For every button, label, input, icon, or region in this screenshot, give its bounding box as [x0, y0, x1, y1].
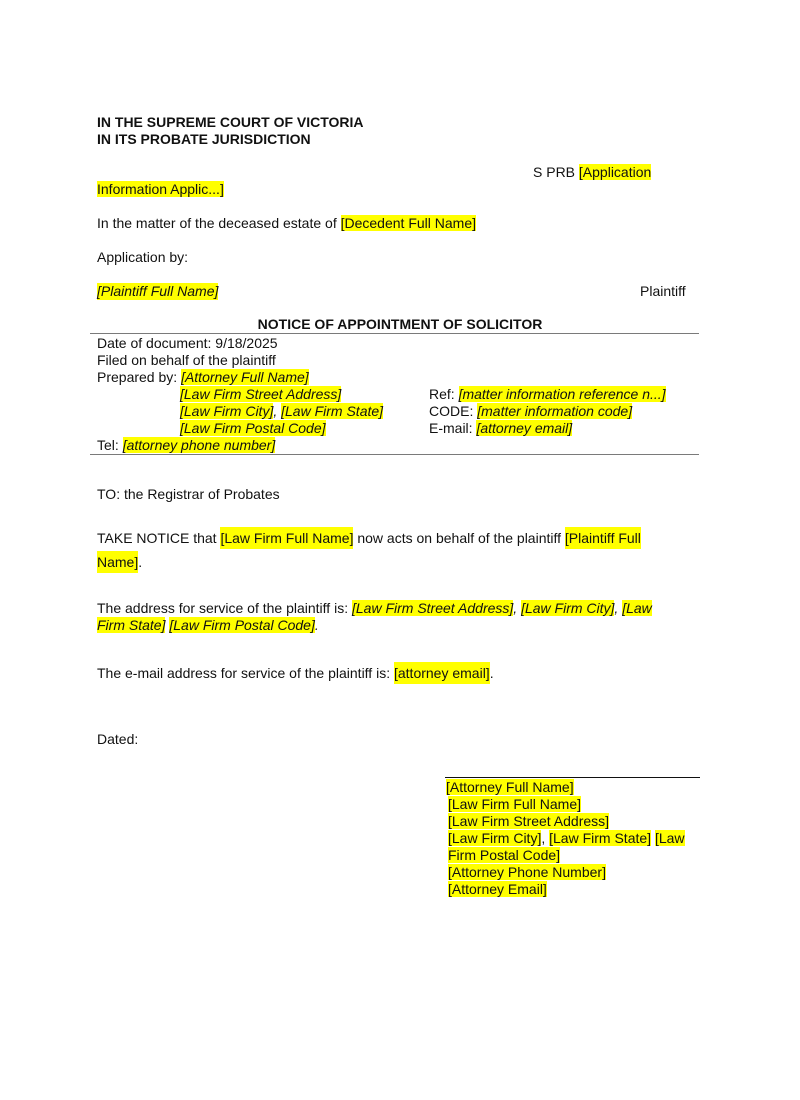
- signature-phone: [448, 864, 606, 881]
- firm-city-field: [Law Firm City]: [180, 403, 274, 419]
- address-sep-1: ,: [513, 600, 522, 616]
- firm-postal-line: [180, 420, 326, 437]
- tel-label: Tel:: [97, 437, 123, 453]
- case-number-field-cont: Information Applic...]: [97, 181, 224, 197]
- signature-firm-field: [Law Firm Full Name]: [448, 796, 582, 812]
- service-state-field-cont: Firm State]: [97, 617, 166, 633]
- case-number-line: [533, 164, 651, 181]
- document-date: Date of document: 9/18/2025: [97, 335, 278, 351]
- application-label: Application by:: [97, 249, 189, 265]
- plaintiff-name-field: [Plaintiff Full Name]: [97, 283, 219, 299]
- firm-name-field: [Law Firm Full Name]: [220, 527, 353, 549]
- signature-city-state: [448, 830, 685, 847]
- signature-comma: ,: [541, 830, 550, 846]
- plaintiff-name-field-2: [Plaintiff Full: [565, 527, 641, 549]
- court-name: IN THE SUPREME COURT OF VICTORIA: [97, 114, 364, 130]
- email-service-prefix: The e-mail address for service of the plaintiff is:: [97, 665, 394, 681]
- dated-label: Dated:: [97, 731, 139, 747]
- email-service-line: [97, 665, 494, 682]
- to-registrar: TO: the Registrar of Probates: [97, 486, 280, 502]
- take-notice-text: TAKE NOTICE that: [97, 530, 221, 546]
- ref-label: Ref:: [429, 386, 459, 402]
- service-postal-field: [Law Firm Postal Code]: [169, 617, 315, 633]
- take-notice-end: .: [138, 554, 143, 570]
- email-field: [attorney email]: [476, 420, 573, 436]
- signature-line: [445, 777, 700, 778]
- city-state-separator: ,: [273, 403, 282, 419]
- take-notice-paragraph: [97, 526, 708, 574]
- plaintiff-name-field-2-cont: Name]: [97, 551, 138, 573]
- case-number-continuation: [97, 181, 224, 198]
- signature-email-field: [Attorney Email]: [448, 881, 547, 897]
- signature-postal-field: [Law: [654, 830, 685, 846]
- tel-line: [97, 437, 275, 454]
- signature-postal-field-cont: Firm Postal Code]: [448, 847, 561, 863]
- prepared-by-label: Prepared by:: [97, 369, 182, 385]
- case-number-field: [Application: [578, 164, 652, 180]
- filed-on-behalf: Filed on behalf of the plaintiff: [97, 352, 276, 368]
- service-city-field: [Law Firm City]: [521, 600, 615, 616]
- tel-field: [attorney phone number]: [122, 437, 276, 453]
- code-label: CODE:: [429, 403, 478, 419]
- firm-state-field: [Law Firm State]: [281, 403, 384, 419]
- prepared-by-line: [97, 369, 309, 386]
- matter-line: [97, 215, 476, 232]
- jurisdiction-name: IN ITS PROBATE JURISDICTION: [97, 131, 311, 147]
- firm-street-field: [Law Firm Street Address]: [180, 386, 342, 402]
- signature-attorney: [446, 779, 574, 796]
- address-service-end: .: [314, 617, 319, 633]
- take-notice-text-2: now acts on behalf of the plaintiff: [353, 530, 565, 546]
- code-field: [matter information code]: [477, 403, 633, 419]
- signature-postal: [448, 847, 560, 864]
- signature-street-field: [Law Firm Street Address]: [448, 813, 610, 829]
- decedent-name-field: [Decedent Full Name]: [340, 215, 477, 231]
- case-prefix: S PRB: [533, 164, 576, 180]
- address-sep-2: ,: [614, 600, 623, 616]
- attorney-name-field: [Attorney Full Name]: [181, 369, 309, 385]
- signature-email: [448, 881, 547, 898]
- details-bottom-rule: [90, 454, 699, 455]
- address-service-line: [97, 600, 652, 617]
- ref-field: [matter information reference n...]: [458, 386, 666, 402]
- signature-attorney-field: [Attorney Full Name]: [446, 779, 574, 795]
- firm-city-state-line: [180, 403, 383, 420]
- notice-title: NOTICE OF APPOINTMENT OF SOLICITOR: [257, 316, 543, 332]
- firm-postal-field: [Law Firm Postal Code]: [180, 420, 326, 436]
- address-service-line-2: [97, 617, 319, 634]
- code-line: [429, 403, 632, 420]
- signature-city-field: [Law Firm City]: [448, 830, 542, 846]
- plaintiff-role: Plaintiff: [640, 283, 686, 299]
- service-street-field: [Law Firm Street Address]: [351, 600, 514, 616]
- signature-phone-field: [Attorney Phone Number]: [448, 864, 606, 880]
- firm-street-line: [180, 386, 341, 403]
- details-top-rule: [90, 333, 699, 334]
- signature-firm: [448, 796, 581, 813]
- email-label: E-mail:: [429, 420, 477, 436]
- ref-line: [429, 386, 666, 403]
- service-state-field: [Law: [622, 600, 652, 616]
- signature-state-field: [Law Firm State]: [549, 830, 652, 846]
- matter-prefix: In the matter of the deceased estate of: [97, 215, 341, 231]
- email-line: [429, 420, 572, 437]
- service-email-field: [attorney email]: [394, 662, 490, 684]
- email-service-end: .: [489, 665, 494, 681]
- address-service-prefix: The address for service of the plaintiff is:: [97, 600, 352, 616]
- signature-street: [448, 813, 609, 830]
